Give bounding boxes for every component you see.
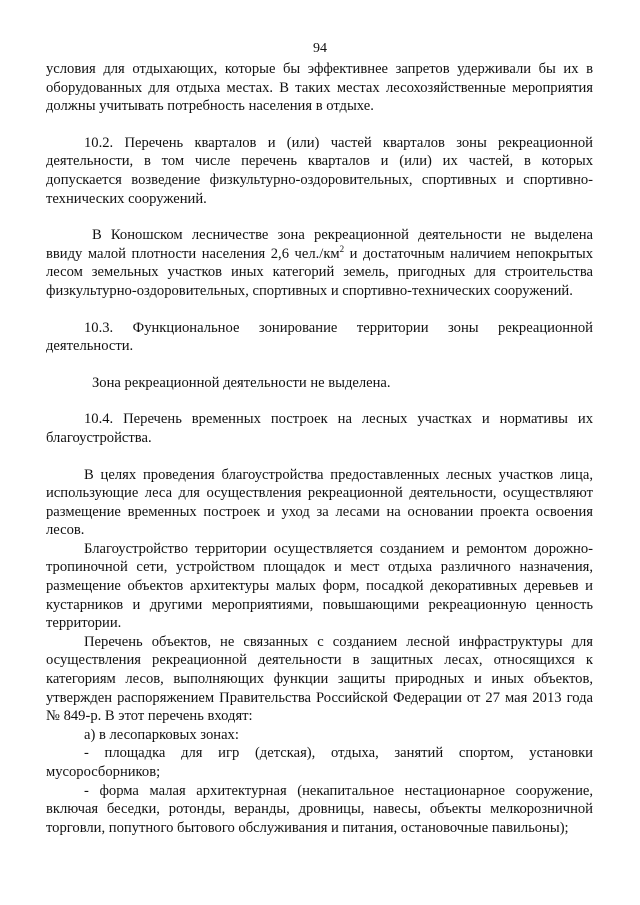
section-heading-10-2: 10.2. Перечень кварталов и (или) частей кварталов зоны рекреационной деятельности, в том числе перечень кварталов и (или) их частей, в которых допускается возведение физкультурно-оздоровительных, спортивных и спортивно-технических сооружений.: [46, 134, 593, 207]
section-heading-10-4: 10.4. Перечень временных построек на лесных участках и нормативы их благоустройства.: [46, 411, 593, 446]
list-item-forest-park-zones: а) в лесопарковых зонах:: [84, 726, 239, 743]
list-item-small-architecture: - форма малая архитектурная (некапитальное нестационарное сооружение, включая беседки, ротонды, веранды, дровницы, навесы, объекты мелкорозничной торговли, попутного бытового обслуживания и питания, остановочные павильоны);: [46, 782, 593, 836]
paragraph-improvement-purpose: В целях проведения благоустройства предоставленных лесных участков лица, использующие леса для осуществления рекреационной деятельности, осуществляют размещение временных построек и уход за лесами на основании проекта освоения лесов.: [46, 466, 593, 539]
paragraph-zone-not-allocated: Зона рекреационной деятельности не выделена.: [92, 374, 391, 391]
paragraph-object-list-intro: Перечень объектов, не связанных с созданием лесной инфраструктуры для осуществления рекреационной деятельности в защитных лесах, относящихся к категориям лесов, выполняющих функции защиты природных и иных объектов, утвержден распоряжением Правительства Российской Федерации от 27 мая 2013 года № 849-р. В этот перечень входят:: [46, 633, 593, 725]
paragraph-konosha-part-a: В Коношском лесничестве зона рекреационной деятельности не выделена ввиду малой плотности населения 2,6 чел./км: [46, 227, 593, 262]
list-item-playground: - площадка для игр (детская), отдыха, занятий спортом, установки мусоросборников;: [46, 745, 593, 780]
superscript-squared: 2: [339, 243, 345, 254]
paragraph-konosha-forestry: [46, 226, 593, 300]
paragraph-continuation: условия для отдыхающих, которые бы эффективнее запретов удерживали бы их в оборудованных для отдыха местах. В таких местах лесохозяйственные мероприятия должны учитывать потребность населения в отдыхе.: [46, 61, 593, 115]
document-body: [46, 60, 593, 837]
paragraph-improvement-methods: Благоустройство территории осуществляется созданием и ремонтом дорожно-тропиночной сети, устройством площадок и мест отдыха различного назначения, размещение объектов архитектуры малых форм, посадкой декоративных деревьев и кустарников и другими мероприятиями, повышающими рекреационную ценность территории.: [46, 540, 593, 632]
section-heading-10-3: 10.3. Функциональное зонирование территории зоны рекреационной деятельности.: [46, 319, 593, 355]
page-number: 94: [313, 41, 327, 56]
paragraph-konosha-part-b: и достаточным наличием непокрытых лесом земельных участков иных категорий земель, пригодных для строительства физкультурно-оздоровительных, спортивных и спортивно-технических сооружений.: [46, 245, 594, 299]
